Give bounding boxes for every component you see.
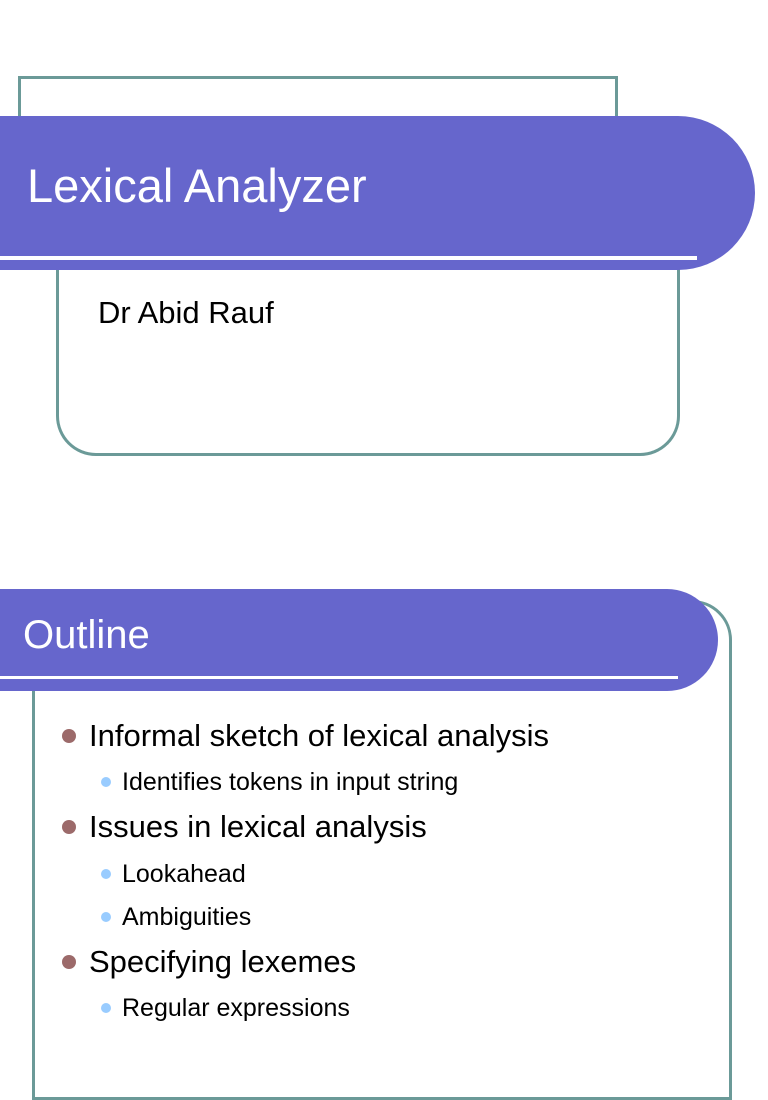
bullet-text: Issues in lexical analysis <box>89 809 427 844</box>
bullet-item <box>62 716 549 756</box>
outline-slide <box>0 560 768 1024</box>
sub-bullet-dot-icon <box>101 1003 111 1013</box>
sub-bullet-item <box>101 992 350 1024</box>
sub-bullet-text: Lookahead <box>122 859 246 888</box>
bullet-dot-icon <box>62 729 76 743</box>
bullet-text: Informal sketch of lexical analysis <box>89 718 550 753</box>
slide-title: Outline <box>23 613 150 657</box>
bullet-dot-icon <box>62 820 76 834</box>
sub-bullet-item <box>101 901 251 933</box>
bullet-item <box>62 807 427 847</box>
sub-bullet-text: Regular expressions <box>122 993 350 1022</box>
bullet-text: Specifying lexemes <box>89 944 357 979</box>
sub-bullet-dot-icon <box>101 869 111 879</box>
bullet-dot-icon <box>62 955 76 969</box>
sub-bullet-dot-icon <box>101 777 111 787</box>
sub-bullet-text: Ambiguities <box>122 902 252 931</box>
slide-frame-bottom <box>56 250 680 456</box>
bullet-item <box>62 942 356 982</box>
slide-title: Lexical Analyzer <box>27 159 367 212</box>
slide-subtitle: Dr Abid Rauf <box>98 295 274 330</box>
title-slide <box>0 0 768 500</box>
sub-bullet-text: Identifies tokens in input string <box>122 767 459 796</box>
sub-bullet-dot-icon <box>101 912 111 922</box>
sub-bullet-item <box>101 858 246 890</box>
sub-bullet-item <box>101 766 458 798</box>
title-underline <box>0 256 697 260</box>
title-underline <box>0 676 678 679</box>
